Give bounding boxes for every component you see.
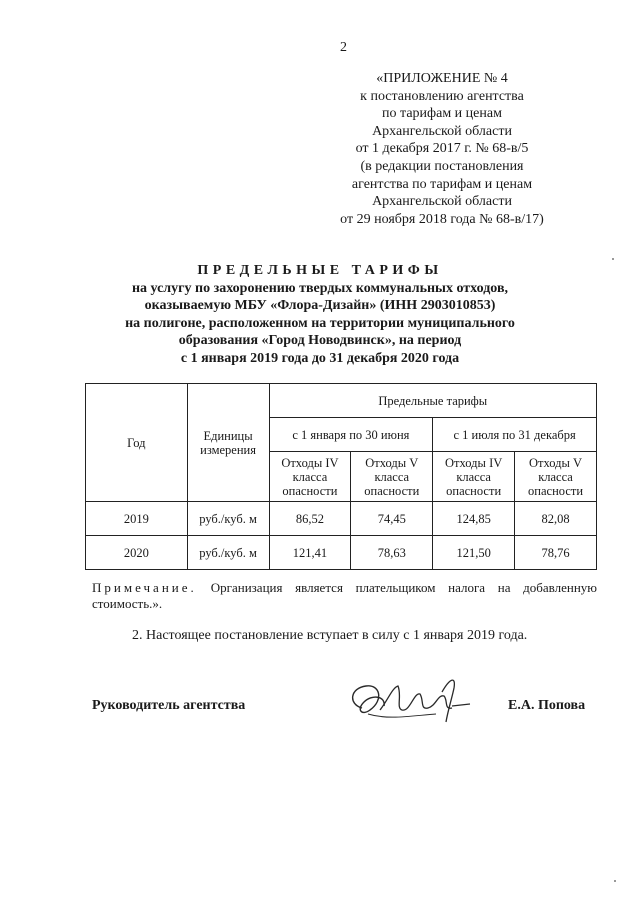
header-tariffs: Предельные тарифы [269, 384, 597, 418]
cell-value: 82,08 [515, 502, 597, 536]
cell-value: 124,85 [433, 502, 515, 536]
note-body: Организация является плательщиком налога на добавленную стоимость.». [92, 580, 597, 611]
appendix-line: «ПРИЛОЖЕНИЕ № 4 [376, 71, 508, 86]
appendix-header [292, 70, 592, 228]
header-units: Единицы измерения [187, 384, 269, 502]
cell-value: 121,41 [269, 536, 351, 570]
appendix-line: агентства по тарифам и ценам [351, 176, 533, 192]
title-line: оказываемую МБУ «Флора-Дизайн» (ИНН 2903010853) [144, 298, 496, 314]
appendix-line: от 29 ноября 2018 года № 68-в/17) [340, 211, 544, 227]
cell-value: 74,45 [351, 502, 433, 536]
tariffs-table [85, 383, 597, 570]
scan-speck [614, 880, 616, 882]
cell-unit: руб./куб. м [187, 536, 269, 570]
appendix-line: Архангельской области [372, 194, 512, 210]
handwritten-signature [340, 670, 490, 730]
header-class-v: Отходы V класса опасности [515, 452, 597, 502]
note-label: Примечание. [92, 580, 197, 595]
title-line: образования «Город Новодвинск», на период [178, 333, 462, 349]
header-class-iv: Отходы IV класса опасности [433, 452, 515, 502]
cell-unit: руб./куб. м [187, 502, 269, 536]
note-block [92, 580, 597, 612]
appendix-line: (в редакции постановления [360, 158, 524, 174]
header-period-1: с 1 января по 30 июня [269, 418, 433, 452]
header-period-2: с 1 июля по 31 декабря [433, 418, 597, 452]
header-class-iv: Отходы IV класса опасности [269, 452, 351, 502]
header-year: Год [86, 384, 188, 502]
document-title [60, 262, 580, 368]
signatory-name: Е.А. Попова [508, 698, 586, 713]
appendix-line: по тарифам и ценам [382, 106, 502, 122]
title-line: на полигоне, расположенном на территории муниципального [125, 315, 515, 331]
effective-date-clause: 2. Настоящее постановление вступает в силу с 1 января 2019 года. [132, 628, 528, 643]
cell-value: 78,76 [515, 536, 597, 570]
cell-year: 2020 [86, 536, 188, 570]
cell-value: 121,50 [433, 536, 515, 570]
scan-speck [612, 258, 614, 260]
title-line: на услугу по захоронению твердых коммунальных отходов, [131, 280, 509, 296]
page-number: 2 [340, 40, 347, 55]
note-text [92, 580, 597, 612]
title-line: с 1 января 2019 года до 31 декабря 2020 года [180, 350, 460, 366]
cell-year: 2019 [86, 502, 188, 536]
header-class-v: Отходы V класса опасности [351, 452, 433, 502]
table-row [86, 502, 597, 536]
appendix-line: Архангельской области [372, 123, 512, 139]
title-heading: ПРЕДЕЛЬНЫЕ ТАРИФЫ [197, 263, 443, 278]
appendix-line: к постановлению агентства [360, 88, 524, 104]
appendix-line: от 1 декабря 2017 г. № 68-в/5 [355, 141, 529, 157]
signatory-position: Руководитель агентства [92, 698, 246, 713]
cell-value: 86,52 [269, 502, 351, 536]
table-row [86, 536, 597, 570]
cell-value: 78,63 [351, 536, 433, 570]
